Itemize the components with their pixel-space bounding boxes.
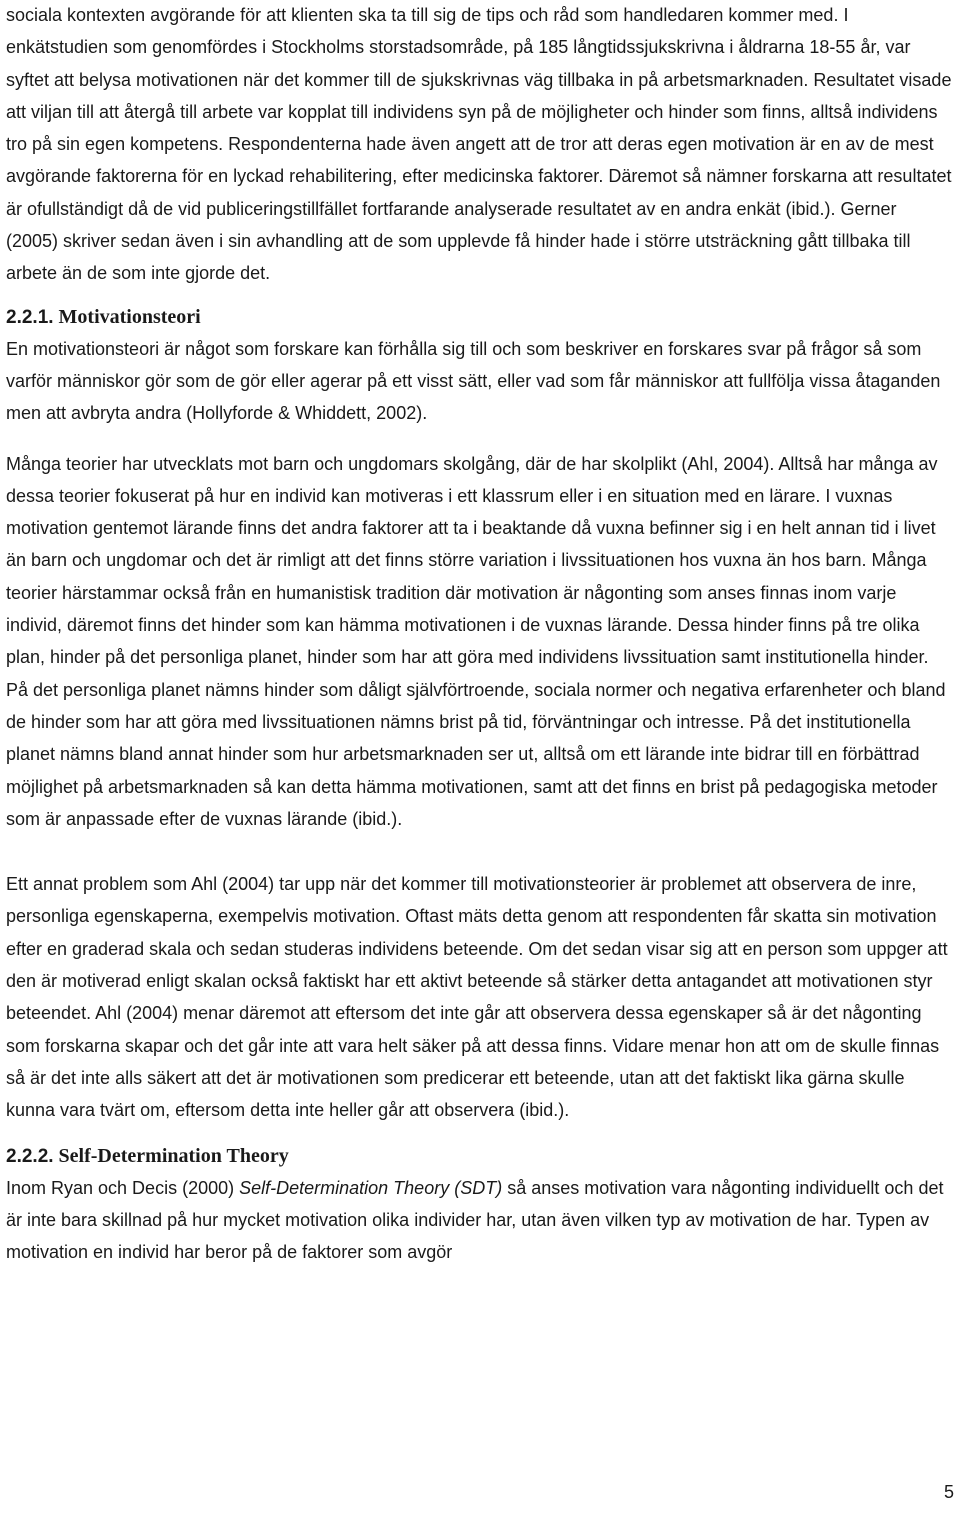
section-heading-sdt — [6, 1141, 952, 1172]
section-title: Motivationsteori — [58, 305, 201, 328]
paragraph-observation-problem: Ett annat problem som Ahl (2004) tar upp när det kommer till motivationsteorier är problemet att observera de inre, personliga egenskaperna, exempelvis motivation. Oftast mäts detta genom att respondenten får skatta sin motivation efter en graderad skala och sedan studeras individens beteende. Om det sedan visar sig att en person som uppger att den är motiverad enligt skalan också faktiskt har ett aktivt beteende så stärker detta antagandet att motivationen styr beteendet. Ahl (2004) menar däremot att eftersom det inte går att observera dessa egenskaper så är det någonting som forskarna skapar och det går inte att vara helt säker på att dessa finns. Vidare menar hon att om de skulle finnas så är det inte alls säkert att det är motivationen som predicerar ett beteende, utan att det faktiskt lika gärna skulle kunna vara tvärt om, eftersom detta inte heller går att observera (ibid.). — [6, 874, 948, 1121]
section-title: Self-Determination Theory — [58, 1144, 289, 1167]
paragraph-rehabilitation-study: sociala kontexten avgörande för att klienten ska ta till sig de tips och råd som handledaren kommer med. I enkätstudien som genomfördes i Stockholms storstadsområde, på 185 långtidssjukskrivna i åldrarna 18-55 år, var syftet att belysa motivationen när det kommer till de sjukskrivnas väg tillbaka in på arbetsmarknaden. Resultatet visade att viljan till att återgå till arbete var kopplat till individens syn på de möjligheter och hinder som finns, alltså individens tro på sin egen kompetens. Respondenterna hade även angett att de tror att deras egen motivation är en av de mest avgörande faktorerna för en lyckad rehabilitering, efter medicinska faktorer. Däremot så nämner forskarna att resultatet är ofullständigt då de vid publiceringstillfället fortfarande analyserade resultatet av en andra enkät (ibid.). Gerner (2005) skriver sedan även i sin avhandling att de som upplevde få hinder hade i större utsträckning gått tillbaka till arbete än de som inte gjorde det. — [6, 5, 952, 284]
paragraph-adult-motivation: Många teorier har utvecklats mot barn och ungdomars skolgång, där de har skolplikt (Ahl, 2004). Alltså har många av dessa teorier fokuserat på hur en individ kan motiveras i ett klassrum eller i en situation med en lärare. I vuxnas motivation gentemot lärande finns det andra faktorer att ta i beaktande då vuxna befinner sig i en helt annan tid i livet än barn och ungdomar och det är rimligt att det finns större variation i livssituationen hos vuxna än hos barn. Många teorier härstammar också från en humanistisk tradition där motivation är någonting som anses finnas inom varje individ, däremot finns det hinder som kan hämma motivationen i de vuxnas lärande. Dessa hinder finns på tre olika plan, hinder på det personliga planet, hinder som har att göra med individens livssituation samt institutionella hinder. På det personliga planet nämns hinder som dåligt självförtroende, sociala normer och negativa erfarenheter och bland de hinder som har att göra med livssituationen nämns brist på tid, förväntningar och intresse. På det institutionella planet nämns bland annat hinder som hur arbetsmarknaden ser ut, alltså om ett lärande inte bidrar till en förbättrad möjlighet på arbetsmarknaden så kan detta hämma motivationen, samt att det finns en brist på pedagogiska metoder som är anpassade efter de vuxnas lärande (ibid.). — [6, 453, 946, 829]
paragraph-motivation-theory-definition: En motivationsteori är något som forskare kan förhålla sig till och som beskriver en forskares svar på frågor så som varför människor gör som de gör eller agerar på ett visst sätt, eller vad som får människor att fullfölja vissa åtaganden men att avbryta andra (Hollyforde & Whiddett, 2002). — [6, 338, 941, 424]
paragraph-sdt-text-start: Inom Ryan och Decis (2000) — [6, 1177, 240, 1198]
document-page — [6, 0, 952, 1268]
section-heading-motivationsteori — [6, 302, 952, 333]
paragraph-sdt-text-end: så anses motivation vara någonting individuellt och det är inte bara skillnad på hur mycket motivation olika individer har, utan även vilken typ av motivation de har. Typen av motivation en individ har beror på de faktorer som avgör — [6, 1177, 944, 1263]
page-number: 5 — [943, 1482, 954, 1502]
paragraph-sdt-intro — [6, 1172, 952, 1269]
section-number: 2.2.2. — [6, 1145, 54, 1167]
paragraph-sdt-theory-name: Self-Determination Theory (SDT) — [239, 1177, 503, 1198]
section-number: 2.2.1. — [6, 306, 54, 328]
